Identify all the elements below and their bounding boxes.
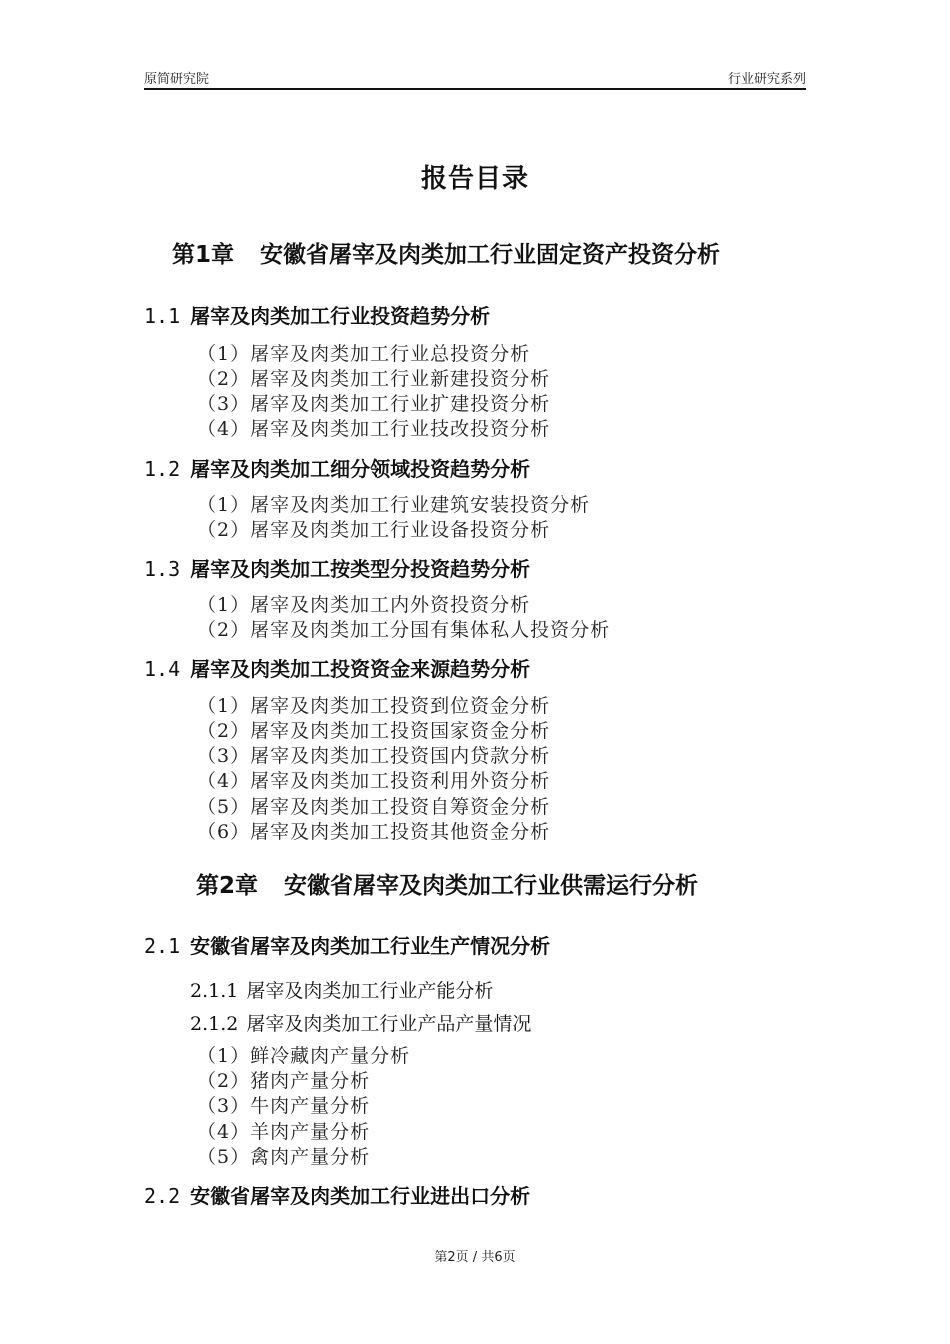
toc-item: （2）屠宰及肉类加工行业设备投资分析 [197, 519, 551, 541]
section-title: 屠宰及肉类加工细分领域投资趋势分析 [190, 457, 531, 481]
toc-item: （3）屠宰及肉类加工行业扩建投资分析 [197, 393, 551, 415]
toc-item: （5）禽肉产量分析 [197, 1146, 371, 1168]
subsection-title: 屠宰及肉类加工行业产品产量情况 [246, 1013, 532, 1035]
toc-item: （1）鲜冷藏肉产量分析 [197, 1045, 411, 1067]
section-number: 1.1 [144, 304, 181, 328]
chapter-number: 第2章 [196, 873, 259, 899]
toc-item: （3）屠宰及肉类加工投资国内贷款分析 [197, 745, 551, 767]
subsection-2-1-2 [190, 1009, 531, 1036]
section-number: 1.4 [144, 657, 181, 681]
section-title: 屠宰及肉类加工行业投资趋势分析 [190, 304, 491, 328]
chapter-title: 安徽省屠宰及肉类加工行业固定资产投资分析 [260, 242, 721, 268]
section-title: 屠宰及肉类加工投资资金来源趋势分析 [190, 657, 531, 681]
section-title: 安徽省屠宰及肉类加工行业进出口分析 [190, 1184, 531, 1208]
section-title: 安徽省屠宰及肉类加工行业生产情况分析 [190, 934, 551, 958]
subsection-number: 2.1.2 [190, 1013, 239, 1035]
section-1-3 [144, 553, 530, 582]
section-number: 1.2 [144, 457, 181, 481]
toc-item: （2）屠宰及肉类加工行业新建投资分析 [197, 368, 551, 390]
section-number: 2.1 [144, 934, 181, 958]
toc-item: （4）羊肉产量分析 [197, 1121, 371, 1143]
section-2-1 [144, 930, 550, 959]
section-1-2 [144, 453, 530, 482]
toc-item: （2）屠宰及肉类加工分国有集体私人投资分析 [197, 619, 611, 641]
toc-item: （1）屠宰及肉类加工行业建筑安装投资分析 [197, 494, 591, 516]
page-number: 第2页 / 共6页 [434, 1250, 516, 1265]
subsection-title: 屠宰及肉类加工行业产能分析 [246, 980, 494, 1002]
page-title: 报告目录 [420, 164, 529, 194]
header-org-name: 原简研究院 [144, 72, 210, 87]
section-1-4 [144, 653, 530, 682]
page-header [144, 68, 806, 90]
section-number: 1.3 [144, 557, 181, 581]
toc-item: （4）屠宰及肉类加工行业技改投资分析 [197, 418, 551, 440]
chapter-2-heading [196, 867, 698, 900]
header-series-name: 行业研究系列 [727, 72, 806, 87]
toc-item: （2）猪肉产量分析 [197, 1070, 371, 1092]
subsection-number: 2.1.1 [190, 980, 239, 1002]
chapter-1-heading [172, 236, 720, 269]
toc-item: （2）屠宰及肉类加工投资国家资金分析 [197, 720, 551, 742]
section-number: 2.2 [144, 1184, 181, 1208]
toc-item: （1）屠宰及肉类加工投资到位资金分析 [197, 695, 551, 717]
section-1-1 [144, 300, 490, 329]
toc-item: （4）屠宰及肉类加工投资利用外资分析 [197, 770, 551, 792]
toc-item: （3）牛肉产量分析 [197, 1095, 371, 1117]
toc-item: （6）屠宰及肉类加工投资其他资金分析 [197, 821, 551, 843]
toc-item: （1）屠宰及肉类加工内外资投资分析 [197, 594, 531, 616]
chapter-title: 安徽省屠宰及肉类加工行业供需运行分析 [284, 873, 699, 899]
section-title: 屠宰及肉类加工按类型分投资趋势分析 [190, 557, 531, 581]
subsection-2-1-1 [190, 976, 493, 1003]
toc-item: （5）屠宰及肉类加工投资自筹资金分析 [197, 796, 551, 818]
toc-item: （1）屠宰及肉类加工行业总投资分析 [197, 343, 531, 365]
section-2-2 [144, 1180, 530, 1209]
chapter-number: 第1章 [172, 242, 235, 268]
